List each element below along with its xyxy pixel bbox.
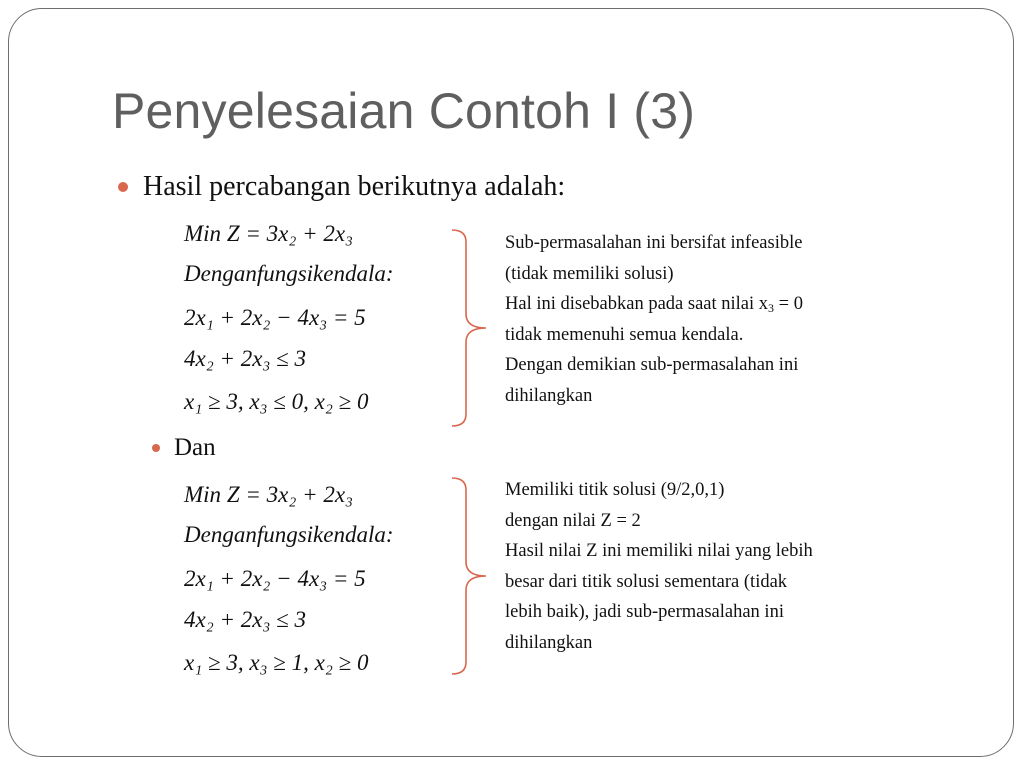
objective-line — [184, 219, 353, 249]
note-2-line-5: lebih baik), jadi sub-permasalahan ini — [505, 602, 784, 622]
note-1-line-5: Dengan demikian sub-permasalahan ini — [505, 355, 799, 375]
note-2-line-6: dihilangkan — [505, 632, 593, 653]
objective-line — [184, 480, 353, 510]
note-2-line-1: Memiliki titik solusi (9/2,0,1) — [505, 480, 725, 500]
constraint-2: 4x₂ + 2x₃ ≤ 3 — [184, 346, 307, 371]
problem-2-note — [505, 475, 895, 658]
subscript: 3 — [768, 301, 775, 315]
subject-to-label: Denganfungsikendala: — [184, 261, 394, 286]
constraint-3: x₁ ≥ 3, x₃ ≤ 0, x₂ ≥ 0 — [184, 389, 369, 414]
slide-title: Penyelesaian Contoh I (3) — [112, 83, 696, 139]
note-1-line-3: Hal ini disebabkan pada saat nilai $x_3 = 0$ — [505, 294, 803, 315]
note-2-line-2: dengan nilai Z = 2 — [505, 510, 641, 531]
note-1-line-4: tidak memenuhi semua kendala. — [505, 324, 744, 345]
subject-to-line — [184, 520, 394, 550]
right-brace-2 — [448, 476, 492, 678]
constraint-3: x₁ ≥ 3, x₃ ≥ 1, x₂ ≥ 0 — [184, 650, 369, 675]
objective-min: Min — [184, 221, 222, 246]
objective-expression: Z = 3x₂ + 2x₃ — [226, 221, 354, 246]
bullet-dot — [118, 182, 128, 192]
subject-to-label: Denganfungsikendala: — [184, 522, 394, 547]
bullet-main-text: Hasil percabangan berikutnya adalah: — [143, 171, 566, 202]
objective-min: Min — [184, 482, 222, 507]
note-2-line-3: Hasil nilai Z ini memiliki nilai yang lebih — [505, 541, 813, 561]
constraint-1: 2x₁ + 2x₂ − 4x₃ = 5 — [184, 566, 366, 591]
constraint-1: 2x₁ + 2x₂ − 4x₃ = 5 — [184, 305, 366, 330]
right-brace-1 — [448, 228, 492, 430]
subject-to-line — [184, 259, 394, 289]
note-1-line-6: dihilangkan — [505, 385, 593, 406]
note-1-line-1: Sub-permasalahan ini bersifat infeasible — [505, 233, 803, 253]
sub-bullet-dot — [152, 444, 160, 452]
note-1-line-2: (tidak memiliki solusi) — [505, 263, 674, 284]
objective-expression: Z = 3x₂ + 2x₃ — [226, 482, 354, 507]
note-2-line-4: besar dari titik solusi sementara (tidak — [505, 571, 788, 592]
problem-1-note — [505, 228, 895, 411]
constraint-2: 4x₂ + 2x₃ ≤ 3 — [184, 607, 307, 632]
sub-bullet-text: Dan — [174, 434, 216, 461]
